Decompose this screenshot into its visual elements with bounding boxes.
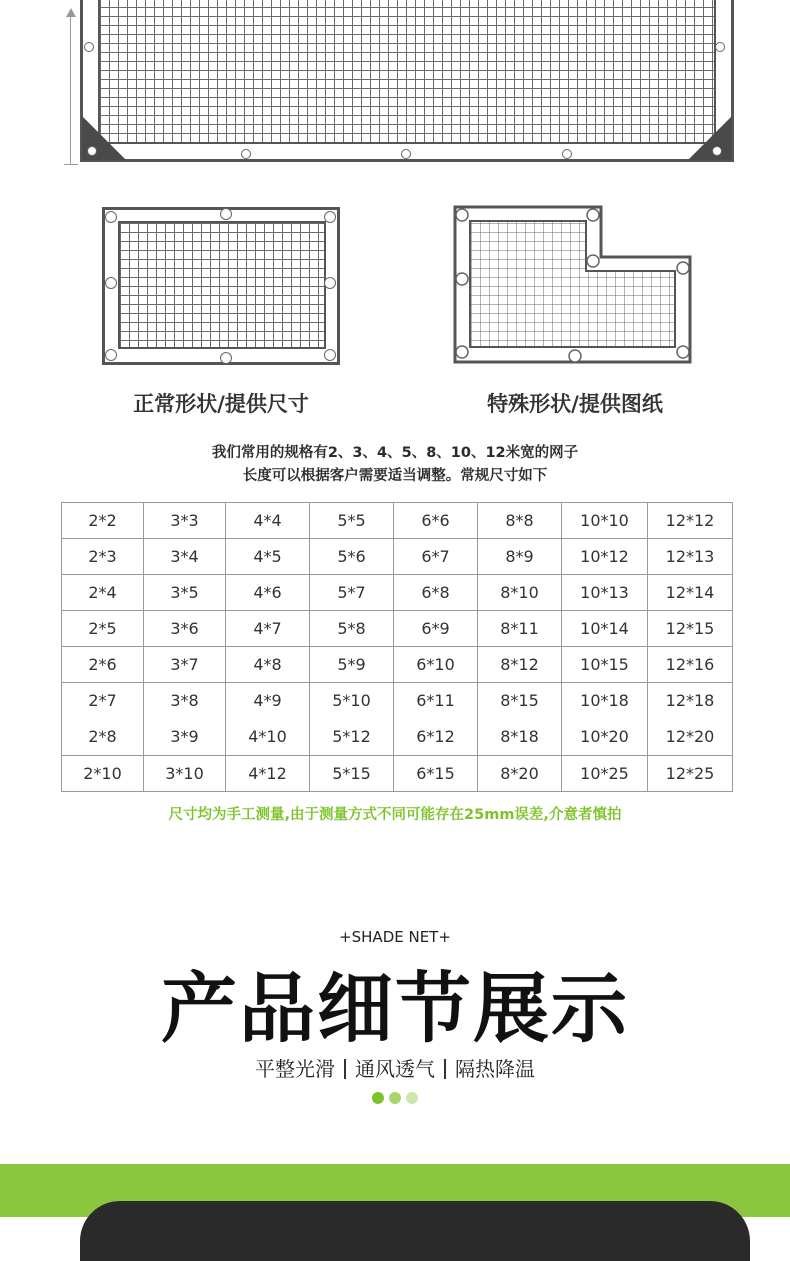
section-title: 产品细节展示 xyxy=(161,964,629,1053)
table-cell: 6*7 xyxy=(394,539,478,575)
table-cell-value: 10*20 xyxy=(580,727,629,746)
table-cell-value: 5*12 xyxy=(332,727,371,746)
table-cell-value: 3*9 xyxy=(170,727,199,746)
grommet-icon xyxy=(712,146,722,156)
table-cell: 12*12 xyxy=(648,503,733,539)
dimension-tick xyxy=(64,164,78,165)
table-cell: 12*25 xyxy=(648,756,733,792)
normal-shape-diagram xyxy=(102,207,340,365)
table-cell: 4*7 xyxy=(226,611,310,647)
table-cell: 2*4 xyxy=(62,575,144,611)
english-tag: +SHADE NET+ xyxy=(339,928,451,946)
table-cell: 6*10 xyxy=(394,647,478,683)
feature-list xyxy=(0,1053,790,1082)
grommet-icon xyxy=(105,277,117,289)
table-cell: 2*5 xyxy=(62,611,144,647)
table-cell: 8*8 xyxy=(478,503,562,539)
table-cell: 3*4 xyxy=(144,539,226,575)
grommet-icon xyxy=(84,42,94,52)
size-table xyxy=(61,502,733,792)
table-cell: 8*11 xyxy=(478,611,562,647)
table-cell: 8*10 xyxy=(478,575,562,611)
table-cell-value: 8*18 xyxy=(500,727,539,746)
table-cell xyxy=(478,683,562,756)
dot-icon xyxy=(372,1092,384,1104)
table-cell xyxy=(144,683,226,756)
table-row xyxy=(62,647,733,683)
table-cell-value: 12*18 xyxy=(665,691,715,710)
table-cell: 5*9 xyxy=(310,647,394,683)
table-cell: 12*16 xyxy=(648,647,733,683)
special-shape-diagram xyxy=(453,205,693,365)
table-cell: 6*9 xyxy=(394,611,478,647)
l-shape-net-svg xyxy=(453,205,693,365)
table-cell: 8*12 xyxy=(478,647,562,683)
net-mesh-grid xyxy=(118,221,326,349)
grommet-icon xyxy=(241,149,251,159)
table-cell-value: 2*7 xyxy=(88,691,117,710)
table-cell: 10*25 xyxy=(562,756,648,792)
table-cell: 4*6 xyxy=(226,575,310,611)
grommet-icon xyxy=(220,208,232,220)
table-cell: 3*5 xyxy=(144,575,226,611)
grommet-icon xyxy=(324,277,336,289)
table-cell: 4*12 xyxy=(226,756,310,792)
measurement-note: 尺寸均为手工测量,由于测量方式不同可能存在25mm误差,介意者慎拍 xyxy=(168,807,622,823)
table-cell: 3*3 xyxy=(144,503,226,539)
dimension-arrow-icon xyxy=(66,8,76,17)
table-cell: 12*14 xyxy=(648,575,733,611)
grommet-icon xyxy=(324,211,336,223)
product-photo-card xyxy=(80,1201,750,1261)
table-cell: 4*8 xyxy=(226,647,310,683)
table-cell-value: 4*9 xyxy=(253,691,282,710)
table-cell: 10*10 xyxy=(562,503,648,539)
feature-item: 平整光滑 xyxy=(255,1057,335,1081)
table-cell: 2*3 xyxy=(62,539,144,575)
table-row xyxy=(62,539,733,575)
table-cell-value: 4*10 xyxy=(248,727,287,746)
table-cell: 12*15 xyxy=(648,611,733,647)
table-cell xyxy=(562,683,648,756)
table-row xyxy=(62,503,733,539)
table-row xyxy=(62,683,733,756)
large-net-illustration xyxy=(62,0,734,170)
table-cell: 6*8 xyxy=(394,575,478,611)
table-cell xyxy=(62,683,144,756)
grommet-icon xyxy=(562,149,572,159)
table-cell: 10*13 xyxy=(562,575,648,611)
table-cell: 3*7 xyxy=(144,647,226,683)
table-cell: 6*15 xyxy=(394,756,478,792)
table-cell: 4*5 xyxy=(226,539,310,575)
dimension-line xyxy=(70,10,71,165)
table-cell-value: 3*8 xyxy=(170,691,199,710)
feature-separator xyxy=(344,1059,346,1079)
table-cell-value: 2*8 xyxy=(88,727,117,746)
table-cell: 8*9 xyxy=(478,539,562,575)
table-cell-value: 10*18 xyxy=(580,691,629,710)
grommet-icon xyxy=(220,352,232,364)
grommet-icon xyxy=(105,349,117,361)
table-cell-value: 6*11 xyxy=(416,691,455,710)
table-cell: 6*6 xyxy=(394,503,478,539)
table-cell: 2*2 xyxy=(62,503,144,539)
normal-shape-caption: 正常形状/提供尺寸 xyxy=(133,392,309,416)
table-row xyxy=(62,575,733,611)
decorative-dots xyxy=(372,1092,432,1106)
table-cell: 2*6 xyxy=(62,647,144,683)
corner-reinforcement xyxy=(688,116,732,160)
feature-item: 隔热降温 xyxy=(455,1057,535,1081)
table-cell xyxy=(310,683,394,756)
feature-item: 通风透气 xyxy=(355,1057,435,1081)
spec-intro-line-1: 我们常用的规格有2、3、4、5、8、10、12米宽的网子 xyxy=(211,445,579,461)
table-cell: 5*7 xyxy=(310,575,394,611)
table-cell xyxy=(394,683,478,756)
table-row xyxy=(62,756,733,792)
table-row xyxy=(62,611,733,647)
grommet-icon xyxy=(87,146,97,156)
table-cell: 5*6 xyxy=(310,539,394,575)
table-cell: 4*4 xyxy=(226,503,310,539)
dot-icon xyxy=(389,1092,401,1104)
table-cell: 8*20 xyxy=(478,756,562,792)
grommet-icon xyxy=(715,42,725,52)
table-cell xyxy=(648,683,733,756)
table-cell: 10*15 xyxy=(562,647,648,683)
table-cell-value: 8*15 xyxy=(500,691,539,710)
grommet-icon xyxy=(324,349,336,361)
net-mesh-grid xyxy=(98,0,716,144)
spec-intro-line-2: 长度可以根据客户需要适当调整。常规尺寸如下 xyxy=(242,468,548,484)
table-cell: 5*5 xyxy=(310,503,394,539)
table-cell xyxy=(226,683,310,756)
table-cell: 5*15 xyxy=(310,756,394,792)
table-cell: 5*8 xyxy=(310,611,394,647)
table-cell: 3*10 xyxy=(144,756,226,792)
grommet-icon xyxy=(401,149,411,159)
table-cell: 12*13 xyxy=(648,539,733,575)
table-cell: 10*14 xyxy=(562,611,648,647)
special-shape-caption: 特殊形状/提供图纸 xyxy=(487,392,663,416)
table-cell: 2*10 xyxy=(62,756,144,792)
table-cell: 3*6 xyxy=(144,611,226,647)
feature-separator xyxy=(444,1059,446,1079)
table-cell-value: 12*20 xyxy=(665,727,715,746)
dot-icon xyxy=(406,1092,418,1104)
table-cell-value: 6*12 xyxy=(416,727,455,746)
table-cell-value: 5*10 xyxy=(332,691,371,710)
table-cell: 10*12 xyxy=(562,539,648,575)
grommet-icon xyxy=(105,211,117,223)
